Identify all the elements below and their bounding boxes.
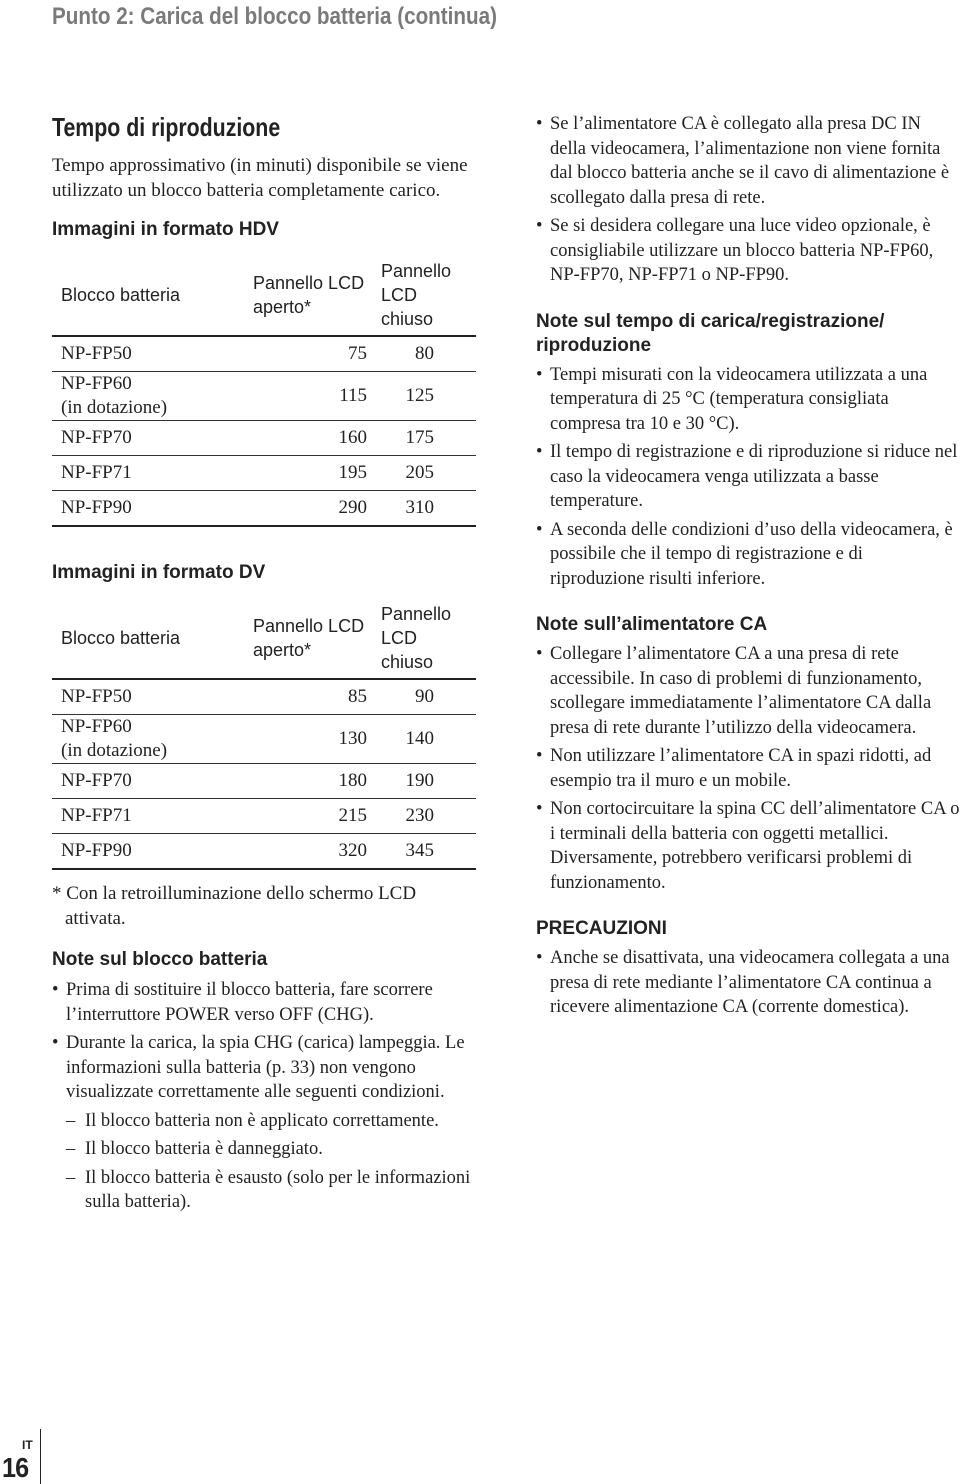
table-row bbox=[52, 799, 476, 834]
playback-intro: Tempo approssimativo (in minuti) disponibile se viene utilizzato un blocco batteria completamente carico. bbox=[52, 155, 468, 201]
col-open-header bbox=[232, 597, 367, 679]
condition-item: – Il blocco batteria non è applicato correttamente. bbox=[66, 1109, 477, 1134]
battery-note: (in dotazione) bbox=[61, 397, 168, 418]
table-row bbox=[52, 336, 476, 372]
left-column bbox=[52, 110, 477, 1219]
closed-cell: 125 bbox=[367, 372, 476, 421]
open-cell: 320 bbox=[232, 834, 367, 870]
precautions-title: PRECAUZIONI bbox=[536, 918, 667, 939]
battery-cell: NP-FP70 bbox=[52, 764, 232, 799]
table-footnote: * Con la retroilluminazione dello schermo LCD attivata. bbox=[52, 883, 417, 929]
right-column bbox=[536, 112, 960, 1024]
closed-cell: 80 bbox=[367, 336, 476, 372]
open-cell: 180 bbox=[232, 764, 367, 799]
table-row bbox=[52, 679, 476, 715]
battery-cell: NP-FP90 bbox=[52, 834, 232, 870]
page-number-divider bbox=[40, 1429, 41, 1484]
battery-cell: NP-FP71 bbox=[52, 799, 232, 834]
closed-cell: 90 bbox=[367, 679, 476, 715]
table-row bbox=[52, 372, 476, 421]
col-battery-header: Blocco batteria bbox=[52, 597, 232, 679]
open-cell: 215 bbox=[232, 799, 367, 834]
table-row bbox=[52, 834, 476, 870]
table-row bbox=[52, 456, 476, 491]
col-battery-header: Blocco batteria bbox=[52, 254, 232, 336]
notes-battery-title: Note sul blocco batteria bbox=[52, 949, 268, 970]
list-item: • Non utilizzare l’alimentatore CA in spazi ridotti, ad esempio tra il muro e un mobile. bbox=[536, 744, 960, 793]
list-item: • Tempi misurati con la videocamera utilizzata a una temperatura di 25 °C (temperatura consigliata compresa tra 10 e 30 °C). bbox=[536, 363, 960, 437]
dv-subtitle: Immagini in formato DV bbox=[52, 562, 266, 583]
closed-cell: 345 bbox=[367, 834, 476, 870]
table-row bbox=[52, 764, 476, 799]
closed-cell: 175 bbox=[367, 421, 476, 456]
hdv-subtitle: Immagini in formato HDV bbox=[52, 219, 279, 240]
battery-cell: NP-FP50 bbox=[52, 679, 232, 715]
notes-time-title: Note sul tempo di carica/registrazione/ riproduzione bbox=[536, 310, 885, 356]
page-number: 16 bbox=[2, 1452, 29, 1483]
playback-title: Tempo di riproduzione bbox=[52, 112, 281, 142]
adapter-info-list bbox=[536, 112, 960, 288]
col-open-label: Pannello LCD aperto* bbox=[253, 272, 365, 317]
list-item: • Anche se disattivata, una videocamera collegata a una presa di rete mediante l’alimentatore CA continua a ricevere alimentazione CA (corrente domestica). bbox=[536, 946, 960, 1020]
battery-cell: NP-FP70 bbox=[52, 421, 232, 456]
table-row bbox=[52, 491, 476, 527]
notes-battery-list bbox=[52, 978, 477, 1215]
condition-item: – Il blocco batteria è danneggiato. bbox=[66, 1137, 477, 1162]
battery-model: NP-FP60 bbox=[61, 716, 132, 737]
table-header-row bbox=[52, 597, 476, 679]
hdv-table bbox=[52, 254, 476, 527]
notes-adapter-list bbox=[536, 642, 960, 895]
list-item bbox=[52, 1031, 477, 1215]
closed-cell: 230 bbox=[367, 799, 476, 834]
table-row bbox=[52, 421, 476, 456]
table-row bbox=[52, 715, 476, 764]
notes-adapter-title: Note sull’alimentatore CA bbox=[536, 614, 768, 635]
open-cell: 195 bbox=[232, 456, 367, 491]
col-open-header bbox=[232, 254, 367, 336]
open-cell: 130 bbox=[232, 715, 367, 764]
precautions-list bbox=[536, 946, 960, 1020]
closed-cell: 310 bbox=[367, 491, 476, 527]
list-item: • Prima di sostituire il blocco batteria, fare scorrere l’interruttore POWER verso OFF (CHG). bbox=[52, 978, 477, 1027]
battery-model: NP-FP60 bbox=[61, 373, 132, 394]
closed-cell: 140 bbox=[367, 715, 476, 764]
dv-table bbox=[52, 597, 476, 870]
table-header-row bbox=[52, 254, 476, 336]
open-cell: 115 bbox=[232, 372, 367, 421]
battery-cell: NP-FP50 bbox=[52, 336, 232, 372]
page-language: IT bbox=[22, 1438, 33, 1452]
battery-note: (in dotazione) bbox=[61, 740, 168, 761]
list-item: • Se l’alimentatore CA è collegato alla presa DC IN della videocamera, l’alimentazione non viene fornita dal blocco batteria anche se il cavo di alimentazione è scollegato dalla presa di rete. bbox=[536, 112, 960, 210]
list-item: • Se si desidera collegare una luce video opzionale, è consigliabile utilizzare un blocco batteria NP-FP60, NP-FP70, NP-FP71 o NP-FP90. bbox=[536, 214, 960, 288]
closed-cell: 190 bbox=[367, 764, 476, 799]
open-cell: 85 bbox=[232, 679, 367, 715]
open-cell: 290 bbox=[232, 491, 367, 527]
battery-cell bbox=[52, 715, 232, 764]
list-item: • A seconda delle condizioni d’uso della videocamera, è possibile che il tempo di registrazione e di riproduzione risulti inferiore. bbox=[536, 518, 960, 592]
list-item: • Collegare l’alimentatore CA a una presa di rete accessibile. In caso di problemi di funzionamento, scollegare immediatamente l’alimentatore CA dalla presa di rete durante l’utilizzo della videocamera. bbox=[536, 642, 960, 740]
closed-cell: 205 bbox=[367, 456, 476, 491]
list-item-text: Durante la carica, la spia CHG (carica) lampeggia. Le informazioni sulla batteria (p. 33) non vengono visualizzate correttamente alle seguenti condizioni. bbox=[66, 1033, 465, 1102]
battery-cell bbox=[52, 372, 232, 421]
battery-cell: NP-FP90 bbox=[52, 491, 232, 527]
list-item: • Non cortocircuitare la spina CC dell’alimentatore CA o i terminali della batteria con oggetti metallici. Diversamente, potrebbero verificarsi problemi di funzionamento. bbox=[536, 797, 960, 895]
col-closed-label: Pannello LCD chiuso bbox=[381, 260, 452, 329]
page-header-title: Punto 2: Carica del blocco batteria (continua) bbox=[52, 3, 497, 30]
col-closed-header bbox=[367, 254, 476, 336]
list-item: • Il tempo di registrazione e di riproduzione si riduce nel caso la videocamera venga utilizzata a basse temperature. bbox=[536, 440, 960, 514]
col-closed-label: Pannello LCD chiuso bbox=[381, 603, 452, 672]
battery-cell: NP-FP71 bbox=[52, 456, 232, 491]
open-cell: 160 bbox=[232, 421, 367, 456]
col-closed-header bbox=[367, 597, 476, 679]
open-cell: 75 bbox=[232, 336, 367, 372]
col-open-label: Pannello LCD aperto* bbox=[253, 615, 365, 660]
condition-item: – Il blocco batteria è esausto (solo per le informazioni sulla batteria). bbox=[66, 1166, 477, 1215]
conditions-list bbox=[66, 1109, 477, 1215]
notes-time-list bbox=[536, 363, 960, 592]
